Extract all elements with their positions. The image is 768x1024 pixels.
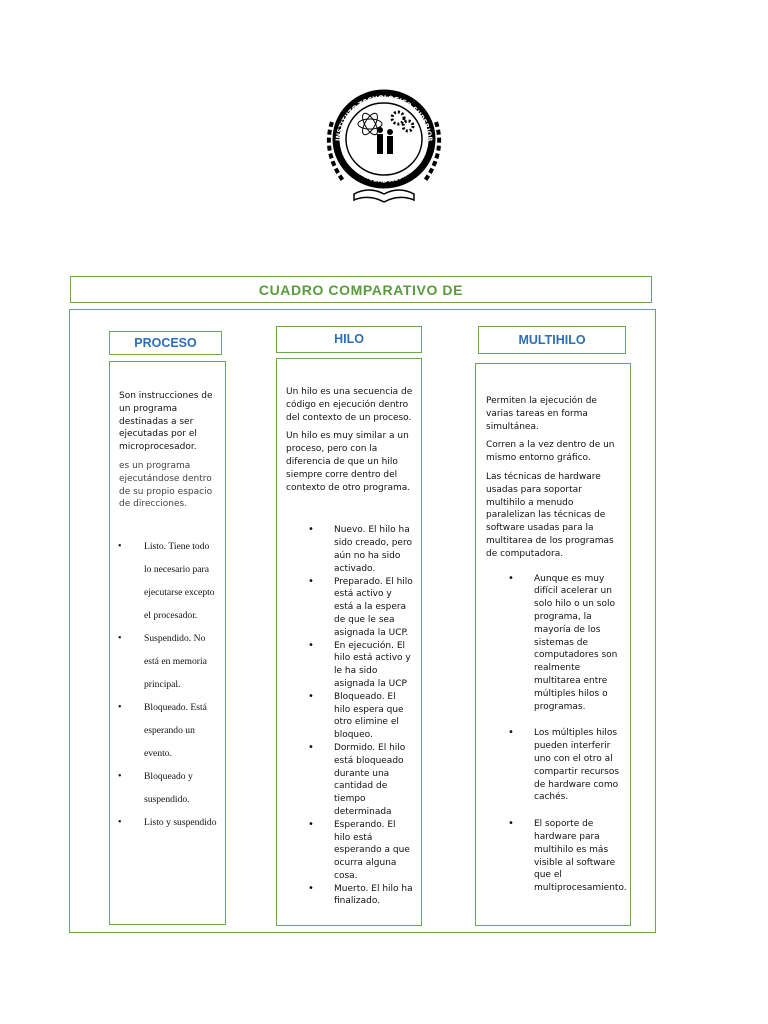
header-hilo-label: HILO: [334, 332, 364, 346]
page-title: CUADRO COMPARATIVO DE: [258, 282, 464, 298]
list-item: • Muerto. El hilo ha finalizado.: [308, 883, 413, 909]
multihilo-paragraph: Permiten la ejecución de varias tareas en forma simultánea.: [486, 396, 597, 432]
proceso-paragraph: Son instrucciones de un programa destinadas a ser ejecutadas por el microprocesador.: [119, 391, 213, 453]
hilo-paragraph: Un hilo es muy similar a un proceso, pero con la diferencia de que un hilo siempre corre dentro del contexto de otro programa.: [286, 431, 411, 493]
header-proceso-label: PROCESO: [134, 336, 197, 350]
list-item: • Listo. Tiene todo lo necesario para ejecutarse excepto el procesador.: [110, 535, 217, 627]
list-item: • Dormido. El hilo está bloqueado durante una cantidad de tiempo determinada: [308, 742, 413, 819]
column-proceso: [109, 361, 226, 925]
header-multihilo-label: MULTIHILO: [518, 333, 586, 347]
list-item: • Nuevo. El hilo ha sido creado, pero aún no ha sido activado.: [308, 524, 413, 575]
header-proceso: [109, 331, 222, 355]
multihilo-paragraph: Corren a la vez dentro de un mismo entorno gráfico.: [486, 440, 615, 464]
hilo-states-list: [308, 524, 413, 908]
list-item: • El soporte de hardware para multihilo es más visible al software que el multiprocesamiento.: [508, 818, 622, 895]
list-item: • Bloqueado y suspendido.: [110, 765, 217, 811]
svg-text:DE CIUDAD ACUÑA: DE CIUDAD ACUÑA: [352, 165, 412, 185]
list-item: • Suspendido. No está en memoria principal.: [110, 627, 217, 696]
list-item: • Preparado. El hilo está activo y está a la espera de que le sea asignada la UCP.: [308, 576, 413, 640]
list-item: • Listo y suspendido: [110, 811, 217, 834]
column-hilo: [276, 358, 422, 926]
proceso-states-list: [110, 535, 217, 834]
title-box: [70, 276, 652, 303]
multihilo-paragraph: Las técnicas de hardware usadas para soportar multihilo a menudo paralelizan las técnicas de software usadas para la multitarea de los programas de computadora.: [486, 471, 614, 559]
column-multihilo: [475, 363, 631, 926]
institute-logo: [314, 82, 454, 208]
list-item: • Los múltiples hilos pueden interferir uno con el otro al compartir recursos de hardware como cachés.: [508, 727, 622, 804]
svg-text:INSTITUTO TECNOLOGICO SUPERIOR: INSTITUTO TECNOLOGICO SUPERIOR: [334, 93, 434, 143]
header-multihilo: [478, 326, 626, 354]
list-item: • Bloqueado. El hilo espera que otro elimine el bloqueo.: [308, 691, 413, 742]
proceso-paragraph: es un programa ejecutándose dentro de su propio espacio de direcciones.: [119, 460, 213, 510]
hilo-paragraph: Un hilo es una secuencia de código en ejecución dentro del contexto de un proceso.: [286, 387, 413, 423]
list-item: • Esperando. El hilo está esperando a que ocurra alguna cosa.: [308, 819, 413, 883]
multihilo-list: [508, 573, 627, 895]
list-item: • En ejecución. El hilo está activo y le ha sido asignada la UCP: [308, 640, 413, 691]
list-item: • Bloqueado. Está esperando un evento.: [110, 696, 217, 765]
header-hilo: [276, 326, 422, 353]
list-item: • Aunque es muy difícil acelerar un solo hilo o un solo programa, la mayoría de los sistemas de computadores son realmente multitarea entre múltiples hilos o programas.: [508, 573, 622, 714]
